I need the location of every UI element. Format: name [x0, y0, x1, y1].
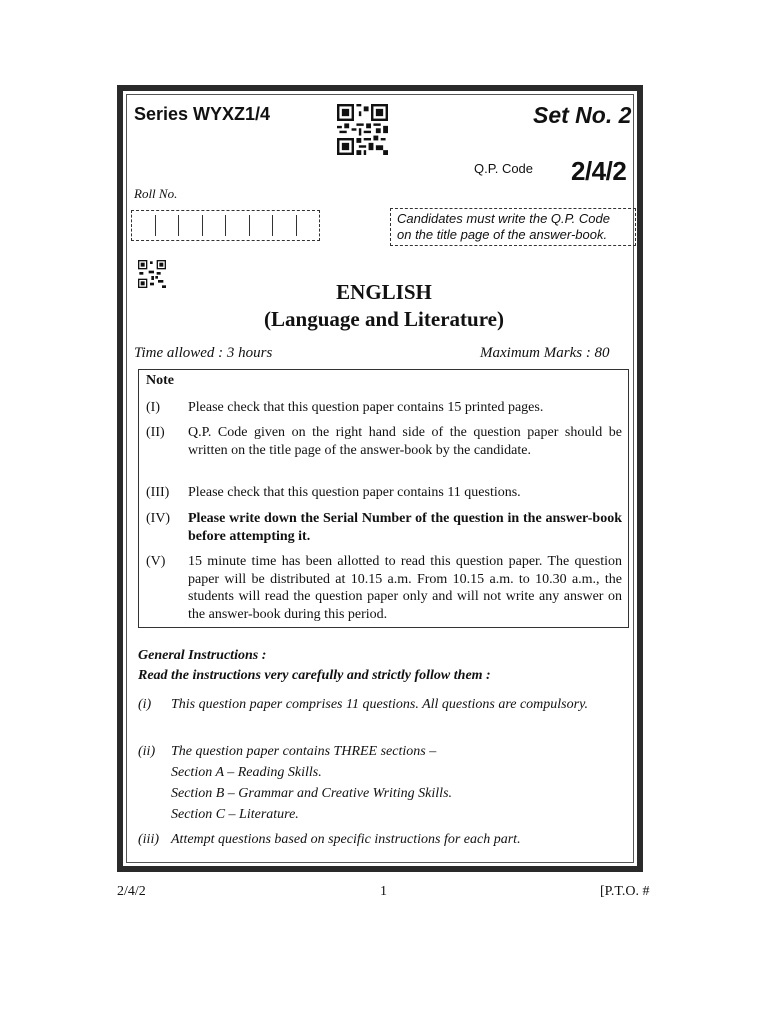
note-heading: Note	[146, 373, 174, 388]
roll-number-label: Roll No.	[134, 186, 178, 201]
maximum-marks: Maximum Marks : 80	[480, 345, 610, 361]
candidate-notice	[390, 208, 636, 246]
instruction-text: Attempt questions based on specific instructions for each part.	[171, 832, 521, 847]
note-text: Please check that this question paper contains 11 questions.	[188, 485, 521, 500]
instruction-number: (ii)	[138, 744, 156, 759]
pto-label: [P.T.O. #	[600, 884, 650, 899]
note-text: Q.P. Code given on the right hand side of the question paper should be written on the title page of the answer-book by the candidate.	[188, 425, 622, 458]
series-label: Series WYXZ1/4	[134, 104, 271, 124]
roll-cell[interactable]	[179, 215, 203, 236]
qp-code-label: Q.P. Code	[474, 161, 534, 176]
roll-cell[interactable]	[203, 215, 227, 236]
note-number: (V)	[146, 554, 166, 569]
note-text: Please write down the Serial Number of the question in the answer-book before attempting it.	[188, 511, 622, 544]
qr-code-icon	[337, 104, 388, 155]
general-instructions-heading: General Instructions :	[138, 648, 267, 663]
instruction-text: This question paper comprises 11 questions. All questions are compulsory.	[171, 697, 589, 712]
page-number: 1	[380, 884, 387, 899]
section-line: Section C – Literature.	[171, 807, 299, 822]
qp-code: 2/4/2	[571, 156, 627, 186]
subject-title: ENGLISH	[336, 280, 432, 304]
roll-cell[interactable]	[297, 215, 320, 236]
roll-cell[interactable]	[156, 215, 180, 236]
section-line: Section A – Reading Skills.	[171, 765, 322, 780]
roll-cell[interactable]	[132, 215, 156, 236]
note-number: (III)	[146, 485, 170, 500]
candidate-notice-line: on the title page of the answer-book.	[397, 227, 608, 242]
note-number: (II)	[146, 425, 165, 440]
note-text: Please check that this question paper contains 15 printed pages.	[188, 400, 544, 415]
general-instructions-subheading: Read the instructions very carefully and strictly follow them :	[138, 668, 491, 683]
note-number: (IV)	[146, 511, 171, 526]
instruction-text: The question paper contains THREE sections –	[171, 744, 437, 759]
set-number: Set No. 2	[533, 102, 632, 128]
roll-cell[interactable]	[226, 215, 250, 236]
note-text: 15 minute time has been allotted to read this question paper. The question paper will be distributed at 10.15 a.m. From 10.15 a.m. to 10.30 a.m., the students will read the question paper only and will not write any answer on the answer-book during this period.	[188, 554, 622, 622]
instruction-number: (iii)	[138, 832, 159, 847]
roll-number-boxes[interactable]	[131, 210, 320, 241]
subject-subtitle: (Language and Literature)	[264, 307, 504, 331]
instruction-number: (i)	[138, 697, 152, 712]
time-allowed: Time allowed : 3 hours	[134, 345, 273, 361]
footer-code: 2/4/2	[117, 884, 146, 899]
candidate-notice-line: Candidates must write the Q.P. Code	[397, 211, 610, 226]
note-number: (I)	[146, 400, 160, 415]
roll-cell[interactable]	[250, 215, 274, 236]
section-line: Section B – Grammar and Creative Writing Skills.	[171, 786, 453, 801]
roll-cell[interactable]	[273, 215, 297, 236]
